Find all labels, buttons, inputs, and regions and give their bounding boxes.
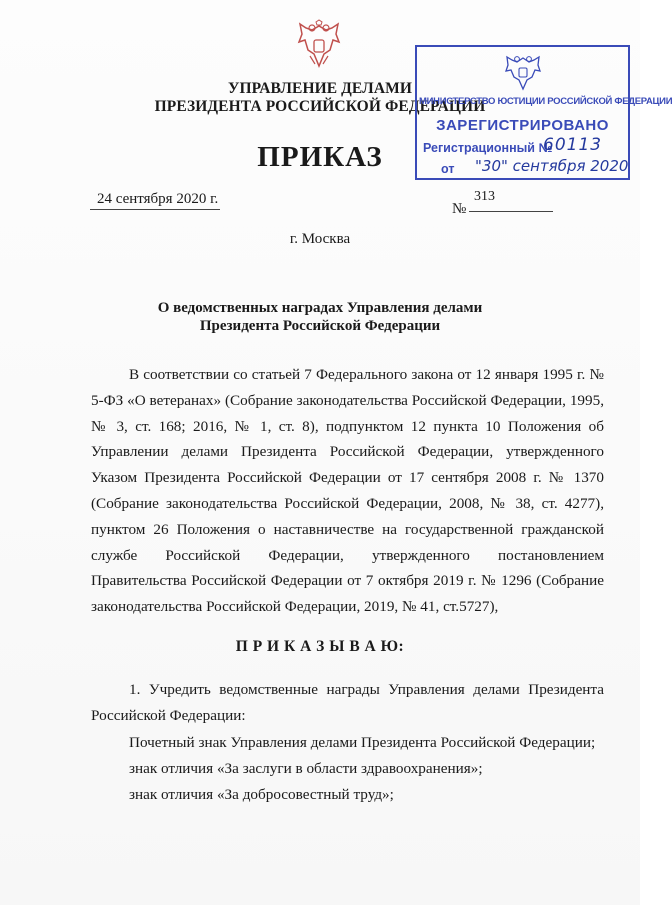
coat-of-arms-icon [296,20,342,72]
number-underline [469,211,553,212]
city: г. Москва [289,231,351,247]
award-item: знак отличия «За добросовестный труд»; [129,786,394,803]
organization-line-2: ПРЕЗИДЕНТА РОССИЙСКОЙ ФЕДЕРАЦИИ [154,98,486,115]
subject-line-1: О ведомственных наградах Управления делами [157,300,483,316]
registration-stamp [415,45,672,180]
stamp-status: ЗАРЕГИСТРИРОВАНО [436,117,609,134]
organization-line-1: УПРАВЛЕНИЕ ДЕЛАМИ [228,80,412,97]
number-sign: № [452,201,467,217]
stamp-emblem-icon [503,53,543,91]
stamp-from-label: от [441,162,455,176]
award-item: Почетный знак Управления делами Президента Российской Федерации; [129,734,596,751]
date-underline [90,209,220,210]
award-item: знак отличия «За заслуги в области здравоохранения»; [129,760,483,777]
stamp-reg-number: 60113 [543,135,603,155]
document-type-title: ПРИКАЗ [257,141,383,173]
order-subject [140,299,500,335]
preamble-paragraph: В соответствии со статьей 7 Федерального закона от 12 января 1995 г. № 5-ФЗ «О ветеранах» (Собрание законодательства Российской Федерации, 1995, № 3, ст. 168; 2016, № 1, ст. 8), подпунктом 12 пункта 10 Положения об Управлении делами Президента Российской Федерации, утвержденного Указом Президента Российской Федерации от 17 сентября 2008 г. № 1370 (Собрание законодательства Российской Федерации, 2008, № 38, ст. 4277), пунктом 26 Положения о наставничестве на государственной гражданской службе Российской Федерации, утвержденного постановлением Правительства Российской Федерации от 7 октября 2019 г. № 1296 (Собрание законодательства Российской Федерации, 2019, № 41, ст.5727), [91,366,604,616]
decree-heading: П Р И К А З Ы В А Ю: [235,638,405,655]
subject-line-2: Президента Российской Федерации [199,318,441,334]
stamp-reg-date: "30" сентября 2020 [475,157,629,175]
clause-1: 1. Учредить ведомственные награды Управления делами Президента Российской Федерации: [91,681,604,724]
stamp-ministry: МИНИСТЕРСТВО ЮСТИЦИИ РОССИЙСКОЙ ФЕДЕРАЦИИ [419,96,672,107]
order-number: 313 [474,189,495,204]
stamp-reg-label: Регистрационный № [423,141,553,155]
order-date: 24 сентября 2020 г. [97,191,219,207]
